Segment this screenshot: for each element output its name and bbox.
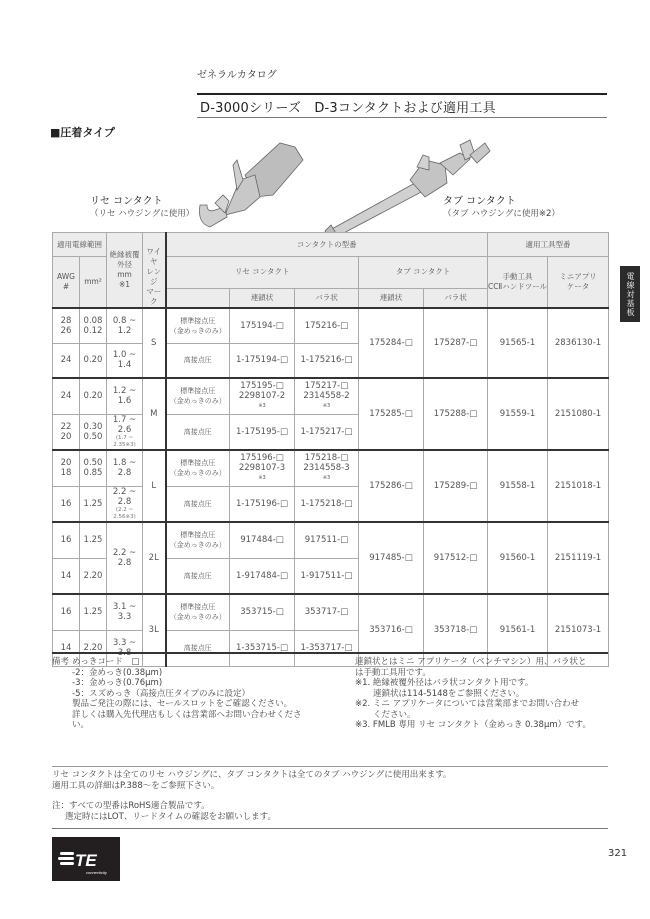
hand-tool: 91561-1 bbox=[488, 594, 548, 666]
usage-note bbox=[52, 770, 452, 792]
hand-tool: 91558-1 bbox=[488, 450, 548, 522]
header-hand-tool: 手動工具 CCⅡハンドツール bbox=[488, 257, 548, 309]
awg-cell: 16 bbox=[53, 594, 80, 630]
rec-loose-standard: 175218-□ 2314558-3 ※3 bbox=[295, 450, 359, 486]
lot-line: 選定時にはLOT、リードタイムの確認をお願いします。 bbox=[65, 812, 276, 822]
rohs-line: 注：すべての型番はRoHS適合製品です。 bbox=[52, 801, 210, 811]
tab-caption bbox=[443, 196, 560, 220]
footnote-2: ※2. ミニ アプリケータについては営業部までお問い合わせ bbox=[355, 699, 579, 709]
rec-chain-standard: 175194-□ bbox=[230, 308, 295, 343]
type-standard: 標準接点圧 （金めっきのみ） bbox=[166, 378, 230, 414]
hand-tool: 91559-1 bbox=[488, 378, 548, 450]
rec-loose-high: 1-917511-□ bbox=[295, 558, 359, 594]
side-tab-wire-to-board[interactable]: 電線対基板 bbox=[620, 266, 640, 322]
tool-reference: 適用工具の詳細はP.388～をご参照下さい。 bbox=[52, 781, 220, 791]
footnote-1: ※1. 絶縁被覆外径はバラ状コンタクト用です。 bbox=[355, 678, 534, 688]
section-title: ■圧着タイプ bbox=[50, 126, 115, 139]
table-row bbox=[53, 522, 609, 558]
usage-line: リセ コンタクトは全てのリセ ハウジングに、タブ コンタクトは全てのタブ ハウジングに使用出来ます。 bbox=[52, 770, 452, 780]
awg-cell: 24 bbox=[53, 378, 80, 414]
rec-chain-high: 1-353715-□ bbox=[230, 630, 295, 666]
type-standard: 標準接点圧 （金めっきのみ） bbox=[166, 594, 230, 630]
type-high: 高接点圧 bbox=[166, 558, 230, 594]
notes-remarks bbox=[52, 657, 352, 731]
tab-chain: 917485-□ bbox=[359, 522, 424, 594]
note-line: は手動工具用です。 bbox=[355, 667, 431, 678]
rohs-note bbox=[52, 801, 276, 823]
rec-loose-high: 1-175218-□ bbox=[295, 486, 359, 522]
type-high: 高接点圧 bbox=[166, 486, 230, 522]
insulation-cell: 3.3 ~ 3.8 bbox=[107, 630, 143, 666]
wire-mark-cell: 2L bbox=[143, 522, 166, 594]
note-line: めっきコード □ bbox=[72, 657, 140, 667]
table-row bbox=[53, 378, 609, 414]
tab-usage: （タブ ハウジングに使用※2） bbox=[443, 209, 560, 219]
insulation-cell: 1.0 ~ 1.4 bbox=[107, 343, 143, 378]
mm2-cell: 0.50 0.85 bbox=[80, 450, 107, 486]
awg-cell: 24 bbox=[53, 343, 80, 378]
mini-applicator: 2151018-1 bbox=[548, 450, 609, 522]
header-mini-applicator: ミニアプリ ケータ bbox=[548, 257, 609, 309]
insulation-cell: 2.2 ~ 2.8 (2.2 ~ 2.56※3) bbox=[107, 486, 143, 522]
hand-tool: 91565-1 bbox=[488, 308, 548, 378]
header-insulation: 絶縁被覆 外径 mm ※1 bbox=[107, 233, 143, 309]
type-high: 高接点圧 bbox=[166, 343, 230, 378]
note-line: 製品ご発注の際には、セールスロットをご確認ください。 bbox=[72, 699, 293, 709]
awg-cell: 22 20 bbox=[53, 414, 80, 450]
hand-tool: 91560-1 bbox=[488, 522, 548, 594]
rec-chain-standard: 917484-□ bbox=[230, 522, 295, 558]
tab-chain: 175285-□ bbox=[359, 378, 424, 450]
note-line: 連鎖状とはミニ アプリケータ（ベンチマシン）用、バラ状と bbox=[355, 657, 587, 667]
svg-text:TE: TE bbox=[75, 851, 97, 870]
header-tab: タブ コンタクト bbox=[359, 257, 488, 289]
type-high: 高接点圧 bbox=[166, 630, 230, 666]
note-line: 詳しくは購入先代理店もしくは営業部へお問い合わせくださ bbox=[72, 709, 302, 720]
type-high: 高接点圧 bbox=[166, 414, 230, 450]
page-number: 321 bbox=[608, 848, 628, 859]
mm2-cell: 1.25 bbox=[80, 594, 107, 630]
rec-loose-standard: 353717-□ bbox=[295, 594, 359, 630]
rec-loose-high: 1-353717-□ bbox=[295, 630, 359, 666]
header-tab-chain: 連鎖状 bbox=[359, 288, 424, 308]
wire-mark-cell: L bbox=[143, 450, 166, 522]
header-type-blank bbox=[166, 288, 230, 308]
wire-mark-cell: M bbox=[143, 378, 166, 450]
table-row bbox=[53, 594, 609, 630]
page-title-bar bbox=[197, 93, 607, 118]
table-bottom-rule bbox=[52, 652, 608, 654]
rec-chain-high: 1-175195-□ bbox=[230, 414, 295, 450]
svg-text:connectivity: connectivity bbox=[86, 870, 107, 875]
tab-chain: 175286-□ bbox=[359, 450, 424, 522]
rec-loose-standard: 175217-□ 2314558-2 ※3 bbox=[295, 378, 359, 414]
rec-loose-standard: 175216-□ bbox=[295, 308, 359, 343]
note-line: -5：スズめっき（高接点圧タイプのみに設定） bbox=[72, 688, 250, 699]
header-contact-part: コンタクトの型番 bbox=[166, 233, 488, 257]
awg-cell: 20 18 bbox=[53, 450, 80, 486]
tab-loose: 175288-□ bbox=[424, 378, 488, 450]
footnote-2-cont: ください。 bbox=[373, 709, 416, 720]
wire-mark-cell: 3L bbox=[143, 594, 166, 666]
tab-chain: 353716-□ bbox=[359, 594, 424, 666]
mm2-cell: 0.20 bbox=[80, 343, 107, 378]
type-standard: 標準接点圧 （金めっきのみ） bbox=[166, 308, 230, 343]
rec-chain-high: 1-917484-□ bbox=[230, 558, 295, 594]
awg-cell: 14 bbox=[53, 558, 80, 594]
rec-chain-high: 1-175196-□ bbox=[230, 486, 295, 522]
type-standard: 標準接点圧 （金めっきのみ） bbox=[166, 522, 230, 558]
type-standard: 標準接点圧 （金めっきのみ） bbox=[166, 450, 230, 486]
te-logo-icon bbox=[52, 837, 120, 881]
header-tab-loose: バラ状 bbox=[424, 288, 488, 308]
insulation-cell: 1.8 ~ 2.8 bbox=[107, 450, 143, 486]
rec-loose-high: 1-175217-□ bbox=[295, 414, 359, 450]
mm2-cell: 1.25 bbox=[80, 486, 107, 522]
notes-footnotes bbox=[355, 657, 610, 731]
mm2-cell: 2.20 bbox=[80, 630, 107, 666]
insulation-cell: 3.1 ~ 3.3 bbox=[107, 594, 143, 630]
wire-mark-cell: S bbox=[143, 308, 166, 378]
header-mm2: mm² bbox=[80, 257, 107, 309]
note-line: -2：金めっき(0.38μm) bbox=[72, 667, 163, 678]
catalog-label: ゼネラルカタログ bbox=[197, 70, 277, 81]
mini-applicator: 2836130-1 bbox=[548, 308, 609, 378]
mini-applicator: 2151073-1 bbox=[548, 594, 609, 666]
note-line: -3：金めっき(0.76μm) bbox=[72, 678, 163, 688]
tab-contact-image bbox=[325, 140, 490, 235]
mm2-cell: 0.20 bbox=[80, 378, 107, 414]
rec-chain-high: 1-175194-□ bbox=[230, 343, 295, 378]
header-wire-mark: ワイヤ レンジ マーク bbox=[143, 233, 166, 309]
mm2-cell: 1.25 bbox=[80, 522, 107, 558]
header-tool-part: 適用工具型番 bbox=[488, 233, 609, 257]
footer-divider bbox=[52, 828, 608, 829]
contact-spec-table bbox=[52, 232, 609, 667]
tab-loose: 353718-□ bbox=[424, 594, 488, 666]
header-wire-range: 適用電線範囲 bbox=[53, 233, 107, 257]
awg-cell: 16 bbox=[53, 486, 80, 522]
awg-cell: 16 bbox=[53, 522, 80, 558]
note-line: い。 bbox=[72, 720, 90, 730]
receptacle-usage: （リセ ハウジングに使用） bbox=[90, 209, 195, 219]
insulation-cell: 0.8 ~ 1.2 bbox=[107, 308, 143, 343]
tab-loose: 917512-□ bbox=[424, 522, 488, 594]
mm2-cell: 0.08 0.12 bbox=[80, 308, 107, 343]
tab-label: タブ コンタクト bbox=[443, 196, 516, 207]
awg-cell: 14 bbox=[53, 630, 80, 666]
rec-chain-standard: 353715-□ bbox=[230, 594, 295, 630]
footnote-1-cont: 連鎖状は114-5148をご参照ください。 bbox=[373, 688, 525, 699]
mm2-cell: 0.30 0.50 bbox=[80, 414, 107, 450]
page-title: D-3000シリーズ D-3コンタクトおよび適用工具 bbox=[200, 101, 496, 116]
receptacle-caption bbox=[90, 196, 194, 220]
header-rec-chain: 連鎖状 bbox=[230, 288, 295, 308]
tab-loose: 175287-□ bbox=[424, 308, 488, 378]
header-receptacle: リセ コンタクト bbox=[166, 257, 359, 289]
rec-chain-standard: 175195-□ 2298107-2 ※3 bbox=[230, 378, 295, 414]
mini-applicator: 2151080-1 bbox=[548, 378, 609, 450]
insulation-cell: 1.2 ~ 1.6 bbox=[107, 378, 143, 414]
receptacle-contact-image bbox=[199, 143, 303, 227]
receptacle-label: リセ コンタクト bbox=[90, 196, 163, 207]
divider bbox=[52, 766, 608, 767]
awg-cell: 28 26 bbox=[53, 308, 80, 343]
rec-loose-high: 1-175216-□ bbox=[295, 343, 359, 378]
insulation-cell: 1.7 ~ 2.6 (1.7 ~ 2.35※3) bbox=[107, 414, 143, 450]
table-row bbox=[53, 450, 609, 486]
tab-loose: 175289-□ bbox=[424, 450, 488, 522]
rec-chain-standard: 175196-□ 2298107-3 ※3 bbox=[230, 450, 295, 486]
mini-applicator: 2151119-1 bbox=[548, 522, 609, 594]
header-awg: AWG # bbox=[53, 257, 80, 309]
contact-illustrations bbox=[185, 135, 605, 235]
tab-chain: 175284-□ bbox=[359, 308, 424, 378]
mm2-cell: 2.20 bbox=[80, 558, 107, 594]
te-connectivity-logo bbox=[52, 837, 120, 881]
notes-label: 備考 bbox=[52, 657, 70, 667]
table-row bbox=[53, 308, 609, 343]
header-rec-loose: バラ状 bbox=[295, 288, 359, 308]
insulation-cell: 2.2 ~ 2.8 bbox=[107, 522, 143, 594]
rec-loose-standard: 917511-□ bbox=[295, 522, 359, 558]
footnote-3: ※3. FMLB 専用 リセ コンタクト（金めっき 0.38μm）です。 bbox=[355, 720, 591, 730]
